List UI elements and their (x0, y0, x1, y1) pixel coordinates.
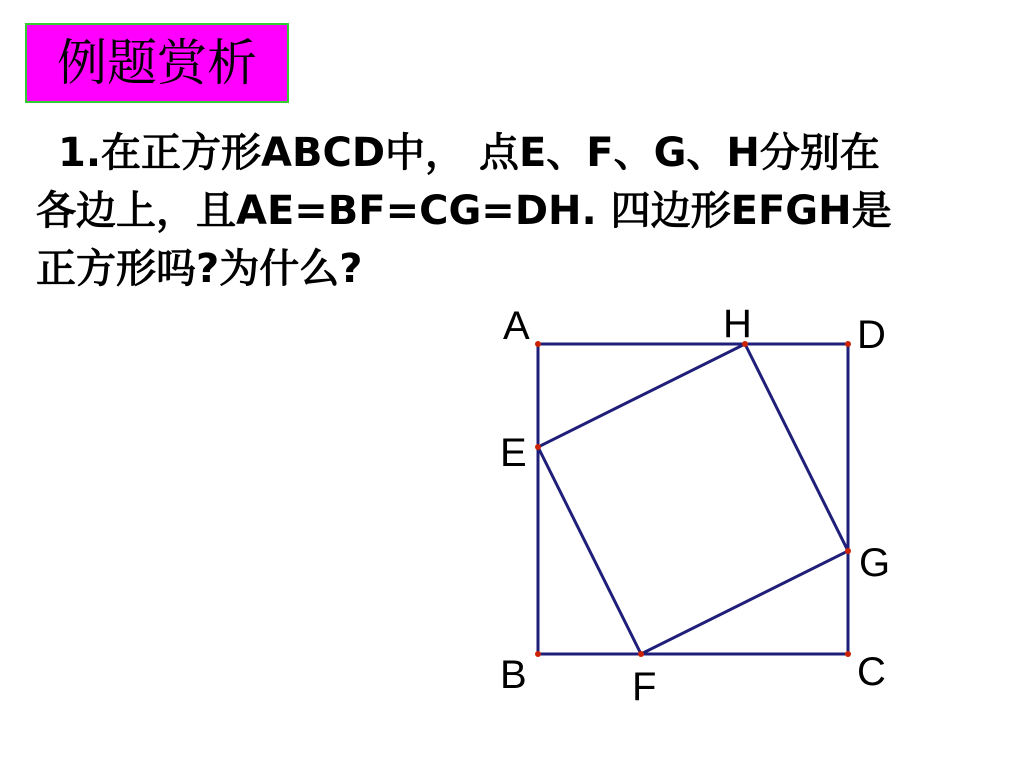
label-a: A (503, 304, 530, 348)
point-f-dot (638, 651, 644, 657)
problem-line-1: 1.在正方形ABCD中， 点E、F、G、H分别在 (58, 130, 880, 176)
point-b-dot (535, 651, 541, 657)
point-g-dot (845, 548, 851, 554)
label-c: C (857, 650, 886, 694)
slide-title: 例题赏析 (57, 34, 257, 92)
label-f: F (632, 665, 657, 709)
problem-line-3: 正方形吗?为什么? (36, 246, 363, 292)
square-efgh (538, 344, 848, 654)
label-e: E (500, 431, 527, 475)
label-b: B (500, 653, 527, 697)
point-a-dot (535, 341, 541, 347)
label-h: H (723, 302, 752, 346)
point-d-dot (845, 341, 851, 347)
point-c-dot (845, 651, 851, 657)
label-g: G (859, 541, 891, 585)
label-d: D (857, 313, 886, 357)
square-abcd (538, 344, 848, 654)
problem-line-2: 各边上，且AE=BF=CG=DH. 四边形EFGH是 (36, 188, 892, 234)
point-e-dot (535, 444, 541, 450)
